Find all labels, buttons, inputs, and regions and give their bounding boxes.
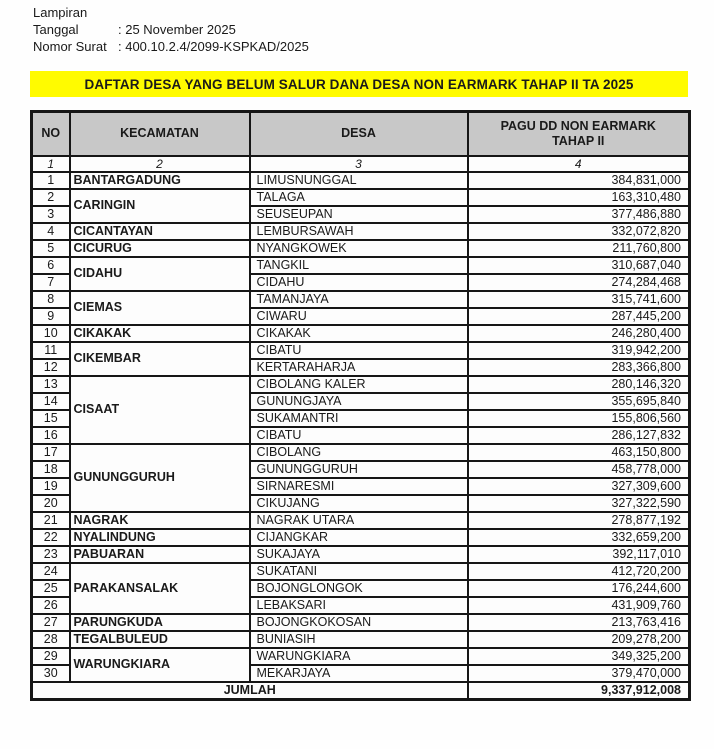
- pagu-cell: 287,445,200: [468, 308, 690, 325]
- table-row: [32, 376, 690, 393]
- desa-cell: CIKAKAK: [250, 325, 468, 342]
- column-number-3: 3: [250, 156, 468, 172]
- kecamatan-cell: CIEMAS: [70, 291, 250, 325]
- col-header-desa: DESA: [250, 112, 468, 156]
- header-row: [32, 112, 690, 156]
- desa-cell: TAMANJAYA: [250, 291, 468, 308]
- kecamatan-cell: CIKAKAK: [70, 325, 250, 342]
- row-number-cell: 8: [32, 291, 70, 308]
- desa-cell: CIDAHU: [250, 274, 468, 291]
- total-label: JUMLAH: [32, 682, 468, 700]
- tanggal-value: : 25 November 2025: [118, 22, 236, 37]
- desa-cell: SEUSEUPAN: [250, 206, 468, 223]
- row-number-cell: 24: [32, 563, 70, 580]
- table-row: [32, 444, 690, 461]
- nomor-surat-line: [33, 38, 309, 55]
- column-number-1: 1: [32, 156, 70, 172]
- pagu-cell: 280,146,320: [468, 376, 690, 393]
- row-number-cell: 9: [32, 308, 70, 325]
- pagu-cell: 377,486,880: [468, 206, 690, 223]
- desa-cell: BOJONGLONGOK: [250, 580, 468, 597]
- document-title-highlight: [30, 71, 688, 97]
- row-number-cell: 4: [32, 223, 70, 240]
- kecamatan-cell: CICURUG: [70, 240, 250, 257]
- kecamatan-cell: CICANTAYAN: [70, 223, 250, 240]
- row-number-cell: 23: [32, 546, 70, 563]
- table-body: [32, 172, 690, 682]
- table-row: [32, 546, 690, 563]
- desa-cell: LEMBURSAWAH: [250, 223, 468, 240]
- row-number-cell: 2: [32, 189, 70, 206]
- pagu-cell: 163,310,480: [468, 189, 690, 206]
- pagu-cell: 412,720,200: [468, 563, 690, 580]
- pagu-cell: 274,284,468: [468, 274, 690, 291]
- lampiran-label: Lampiran: [33, 5, 88, 20]
- pagu-cell: 310,687,040: [468, 257, 690, 274]
- table-row: [32, 240, 690, 257]
- desa-cell: CIKUJANG: [250, 495, 468, 512]
- desa-cell: WARUNGKIARA: [250, 648, 468, 665]
- pagu-cell: 332,072,820: [468, 223, 690, 240]
- pagu-cell: 286,127,832: [468, 427, 690, 444]
- desa-cell: KERTARAHARJA: [250, 359, 468, 376]
- kecamatan-cell: CISAAT: [70, 376, 250, 444]
- pagu-cell: 327,322,590: [468, 495, 690, 512]
- kecamatan-cell: TEGALBULEUD: [70, 631, 250, 648]
- row-number-cell: 29: [32, 648, 70, 665]
- pagu-cell: 155,806,560: [468, 410, 690, 427]
- pagu-cell: 349,325,200: [468, 648, 690, 665]
- table-row: [32, 257, 690, 274]
- desa-cell: NYANGKOWEK: [250, 240, 468, 257]
- desa-cell: GUNUNGGURUH: [250, 461, 468, 478]
- desa-cell: LEBAKSARI: [250, 597, 468, 614]
- column-number-2: 2: [70, 156, 250, 172]
- row-number-cell: 11: [32, 342, 70, 359]
- row-number-cell: 6: [32, 257, 70, 274]
- desa-cell: SUKAMANTRI: [250, 410, 468, 427]
- pagu-cell: 458,778,000: [468, 461, 690, 478]
- kecamatan-cell: PARUNGKUDA: [70, 614, 250, 631]
- table-row: [32, 648, 690, 665]
- row-number-cell: 21: [32, 512, 70, 529]
- column-number-row: [32, 156, 690, 172]
- row-number-cell: 17: [32, 444, 70, 461]
- col-header-pagu: PAGU DD NON EARMARK TAHAP II: [468, 112, 690, 156]
- table-foot: [32, 682, 690, 700]
- nomor-surat-label: Nomor Surat: [33, 39, 107, 54]
- row-number-cell: 30: [32, 665, 70, 682]
- desa-cell: SUKATANI: [250, 563, 468, 580]
- row-number-cell: 15: [32, 410, 70, 427]
- table-row: [32, 189, 690, 206]
- desa-cell: BOJONGKOKOSAN: [250, 614, 468, 631]
- desa-cell: NAGRAK UTARA: [250, 512, 468, 529]
- pagu-cell: 379,470,000: [468, 665, 690, 682]
- row-number-cell: 5: [32, 240, 70, 257]
- pagu-cell: 211,760,800: [468, 240, 690, 257]
- pagu-cell: 355,695,840: [468, 393, 690, 410]
- desa-cell: LIMUSNUNGGAL: [250, 172, 468, 189]
- kecamatan-cell: PABUARAN: [70, 546, 250, 563]
- row-number-cell: 16: [32, 427, 70, 444]
- row-number-cell: 25: [32, 580, 70, 597]
- table-row: [32, 223, 690, 240]
- desa-cell: SUKAJAYA: [250, 546, 468, 563]
- table-row: [32, 291, 690, 308]
- pagu-cell: 246,280,400: [468, 325, 690, 342]
- pagu-cell: 213,763,416: [468, 614, 690, 631]
- total-value: 9,337,912,008: [468, 682, 690, 700]
- table-head: [32, 112, 690, 172]
- desa-cell: CIWARU: [250, 308, 468, 325]
- desa-cell: CIBATU: [250, 342, 468, 359]
- row-number-cell: 13: [32, 376, 70, 393]
- kecamatan-cell: GUNUNGGURUH: [70, 444, 250, 512]
- pagu-cell: 315,741,600: [468, 291, 690, 308]
- pagu-cell: 392,117,010: [468, 546, 690, 563]
- row-number-cell: 12: [32, 359, 70, 376]
- row-number-cell: 20: [32, 495, 70, 512]
- pagu-cell: 283,366,800: [468, 359, 690, 376]
- kecamatan-cell: CIKEMBAR: [70, 342, 250, 376]
- pagu-cell: 431,909,760: [468, 597, 690, 614]
- total-row: [32, 682, 690, 700]
- column-number-4: 4: [468, 156, 690, 172]
- tanggal-line: [33, 21, 309, 38]
- row-number-cell: 27: [32, 614, 70, 631]
- kecamatan-cell: NAGRAK: [70, 512, 250, 529]
- row-number-cell: 22: [32, 529, 70, 546]
- pagu-cell: 327,309,600: [468, 478, 690, 495]
- document-title: DAFTAR DESA YANG BELUM SALUR DANA DESA NON EARMARK TAHAP II TA 2025: [84, 76, 634, 92]
- desa-cell: GUNUNGJAYA: [250, 393, 468, 410]
- pagu-cell: 319,942,200: [468, 342, 690, 359]
- pagu-cell: 176,244,600: [468, 580, 690, 597]
- row-number-cell: 28: [32, 631, 70, 648]
- row-number-cell: 19: [32, 478, 70, 495]
- desa-cell: TALAGA: [250, 189, 468, 206]
- tanggal-label: Tanggal: [33, 22, 79, 37]
- row-number-cell: 7: [32, 274, 70, 291]
- letter-meta: [33, 4, 309, 55]
- pagu-cell: 384,831,000: [468, 172, 690, 189]
- lampiran-line: [33, 4, 309, 21]
- village-fund-table: [30, 110, 691, 701]
- table-row: [32, 512, 690, 529]
- row-number-cell: 18: [32, 461, 70, 478]
- kecamatan-cell: WARUNGKIARA: [70, 648, 250, 682]
- table-row: [32, 529, 690, 546]
- desa-cell: CIBATU: [250, 427, 468, 444]
- row-number-cell: 3: [32, 206, 70, 223]
- row-number-cell: 10: [32, 325, 70, 342]
- table-row: [32, 172, 690, 189]
- pagu-cell: 209,278,200: [468, 631, 690, 648]
- desa-cell: BUNIASIH: [250, 631, 468, 648]
- row-number-cell: 26: [32, 597, 70, 614]
- col-header-kecamatan: KECAMATAN: [70, 112, 250, 156]
- desa-cell: CIBOLANG KALER: [250, 376, 468, 393]
- row-number-cell: 14: [32, 393, 70, 410]
- table-row: [32, 342, 690, 359]
- desa-cell: TANGKIL: [250, 257, 468, 274]
- pagu-cell: 332,659,200: [468, 529, 690, 546]
- table-row: [32, 631, 690, 648]
- kecamatan-cell: CARINGIN: [70, 189, 250, 223]
- pagu-cell: 463,150,800: [468, 444, 690, 461]
- kecamatan-cell: PARAKANSALAK: [70, 563, 250, 614]
- table-row: [32, 563, 690, 580]
- table-row: [32, 325, 690, 342]
- kecamatan-cell: BANTARGADUNG: [70, 172, 250, 189]
- kecamatan-cell: CIDAHU: [70, 257, 250, 291]
- desa-cell: MEKARJAYA: [250, 665, 468, 682]
- nomor-surat-value: : 400.10.2.4/2099-KSPKAD/2025: [118, 39, 309, 54]
- kecamatan-cell: NYALINDUNG: [70, 529, 250, 546]
- pagu-cell: 278,877,192: [468, 512, 690, 529]
- col-header-no: NO: [32, 112, 70, 156]
- desa-cell: CIBOLANG: [250, 444, 468, 461]
- desa-cell: SIRNARESMI: [250, 478, 468, 495]
- table-row: [32, 614, 690, 631]
- row-number-cell: 1: [32, 172, 70, 189]
- desa-cell: CIJANGKAR: [250, 529, 468, 546]
